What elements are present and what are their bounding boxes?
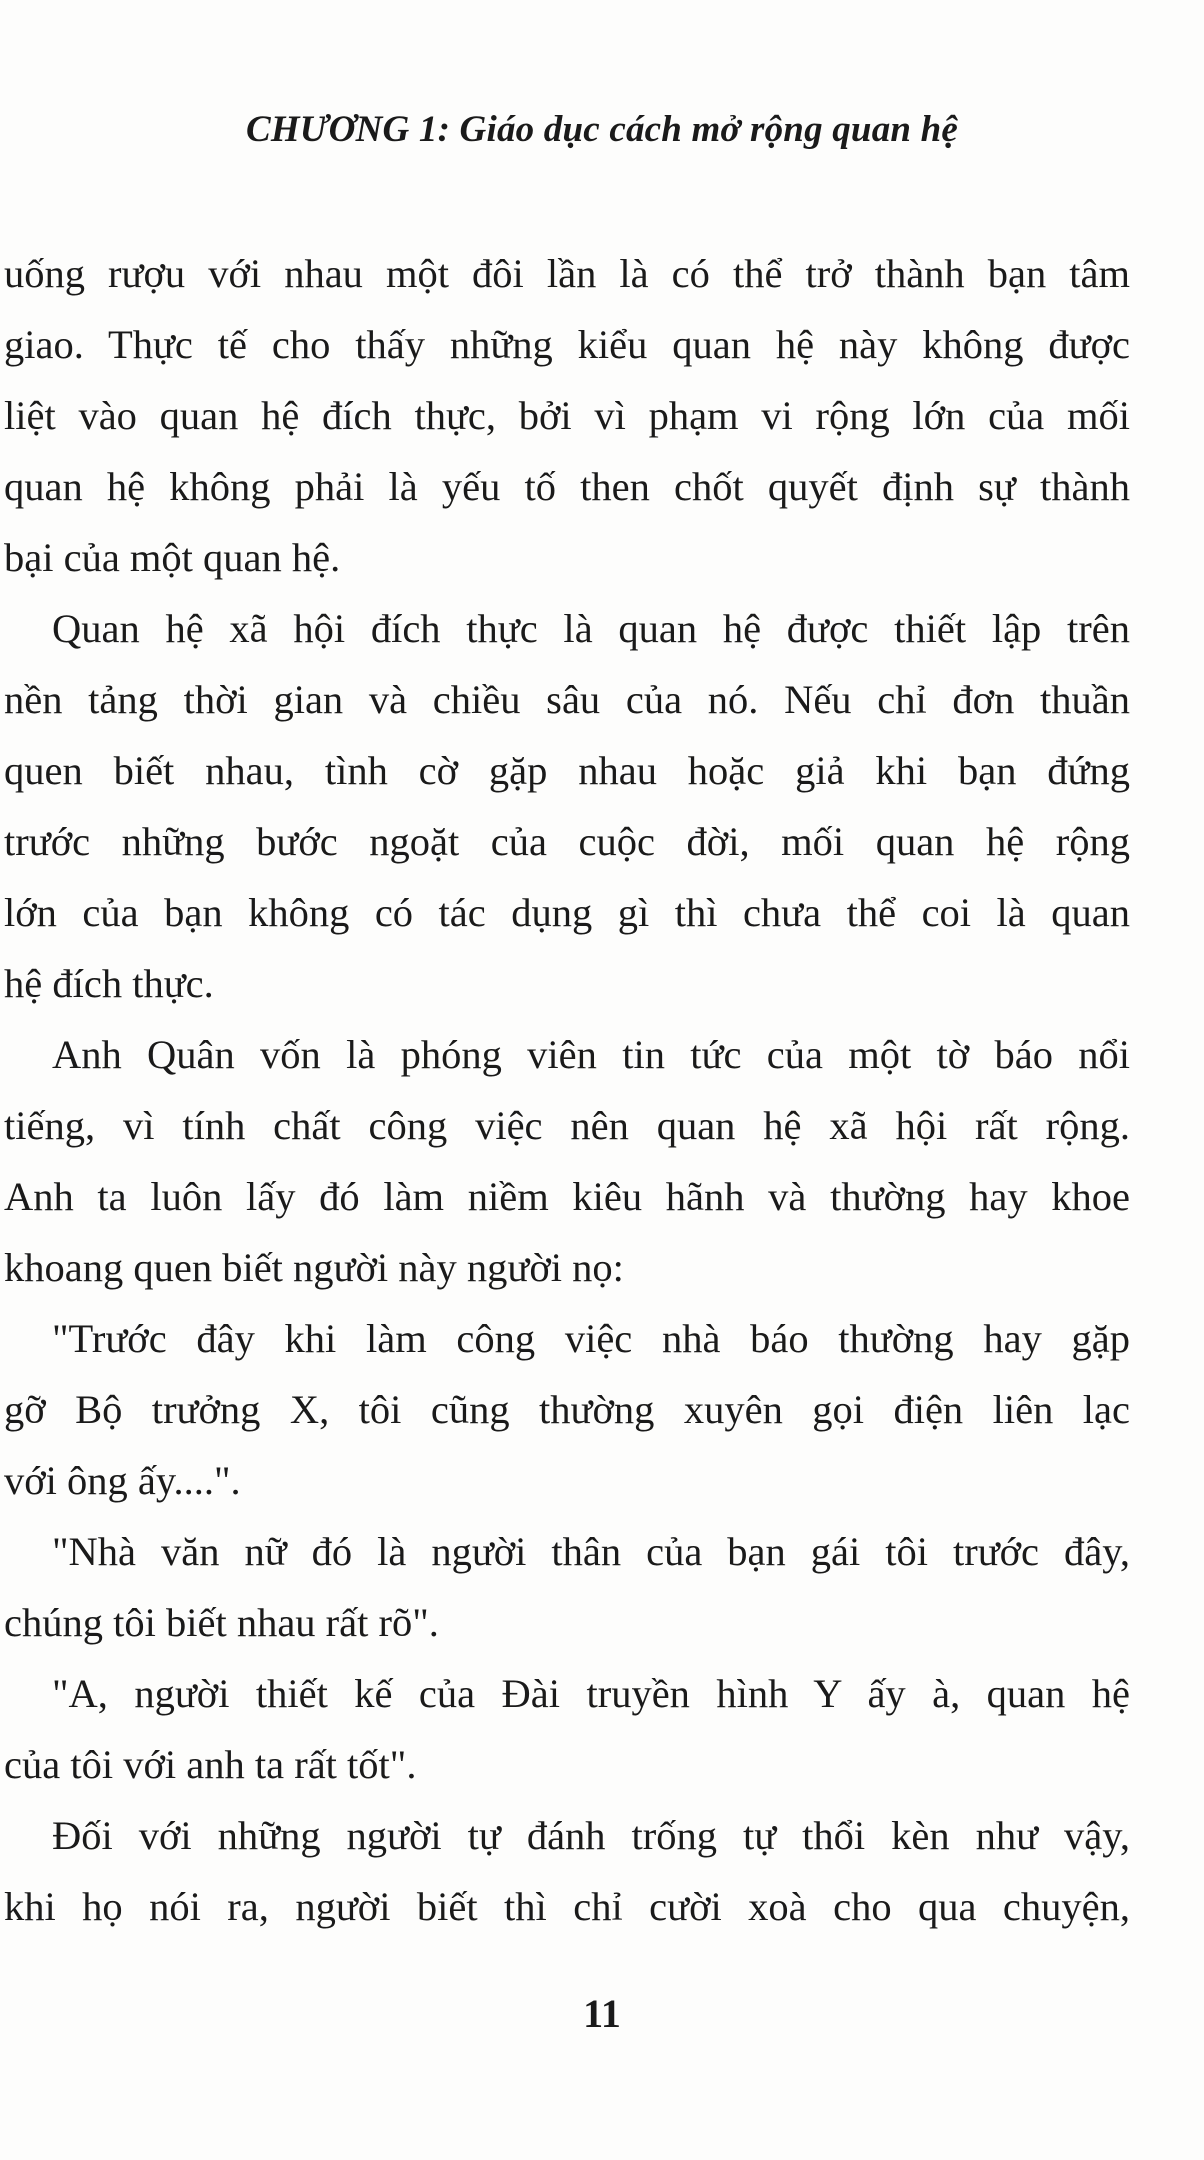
text-line: bại của một quan hệ. [4, 535, 341, 580]
text-line: Anh ta luôn lấy đó làm niềm kiêu hãnh và thường hay khoe [4, 1174, 1130, 1219]
text-line: Đối với những người tự đánh trống tự thổi kèn như vậy, [52, 1813, 1130, 1858]
text-line: của tôi với anh ta rất tốt". [4, 1742, 417, 1787]
text-line: Anh Quân vốn là phóng viên tin tức của một tờ báo nổi [52, 1032, 1130, 1077]
page-number: 11 [583, 1991, 621, 2036]
text-line: "Nhà văn nữ đó là người thân của bạn gái tôi trước đây, [52, 1529, 1130, 1574]
text-line: hệ đích thực. [4, 961, 214, 1006]
text-line: khi họ nói ra, người biết thì chỉ cười xoà cho qua chuyện, [4, 1884, 1130, 1929]
text-line: quan hệ không phải là yếu tố then chốt quyết định sự thành [4, 464, 1130, 509]
text-line: trước những bước ngoặt của cuộc đời, mối quan hệ rộng [4, 819, 1130, 864]
text-line: "A, người thiết kế của Đài truyền hình Y ấy à, quan hệ [52, 1671, 1130, 1716]
text-line: liệt vào quan hệ đích thực, bởi vì phạm vi rộng lớn của mối [4, 393, 1130, 438]
body-text [0, 238, 1130, 1942]
text-line: tiếng, vì tính chất công việc nên quan hệ xã hội rất rộng. [4, 1103, 1130, 1148]
text-line: quen biết nhau, tình cờ gặp nhau hoặc giả khi bạn đứng [4, 748, 1130, 793]
text-line: lớn của bạn không có tác dụng gì thì chưa thể coi là quan [4, 890, 1130, 935]
chapter-running-header: CHƯƠNG 1: Giáo dục cách mở rộng quan hệ [245, 109, 959, 150]
text-line: "Trước đây khi làm công việc nhà báo thường hay gặp [52, 1316, 1130, 1361]
text-line: uống rượu với nhau một đôi lần là có thể trở thành bạn tâm [4, 251, 1130, 296]
text-line: khoang quen biết người này người nọ: [4, 1245, 624, 1290]
text-line: giao. Thực tế cho thấy những kiểu quan hệ này không được [4, 322, 1130, 367]
text-line: với ông ấy....". [4, 1458, 241, 1503]
text-line: gỡ Bộ trưởng X, tôi cũng thường xuyên gọi điện liên lạc [4, 1387, 1130, 1432]
text-line: chúng tôi biết nhau rất rõ". [4, 1600, 439, 1645]
text-line: nền tảng thời gian và chiều sâu của nó. Nếu chỉ đơn thuần [4, 677, 1130, 722]
text-line: Quan hệ xã hội đích thực là quan hệ được thiết lập trên [52, 606, 1130, 651]
